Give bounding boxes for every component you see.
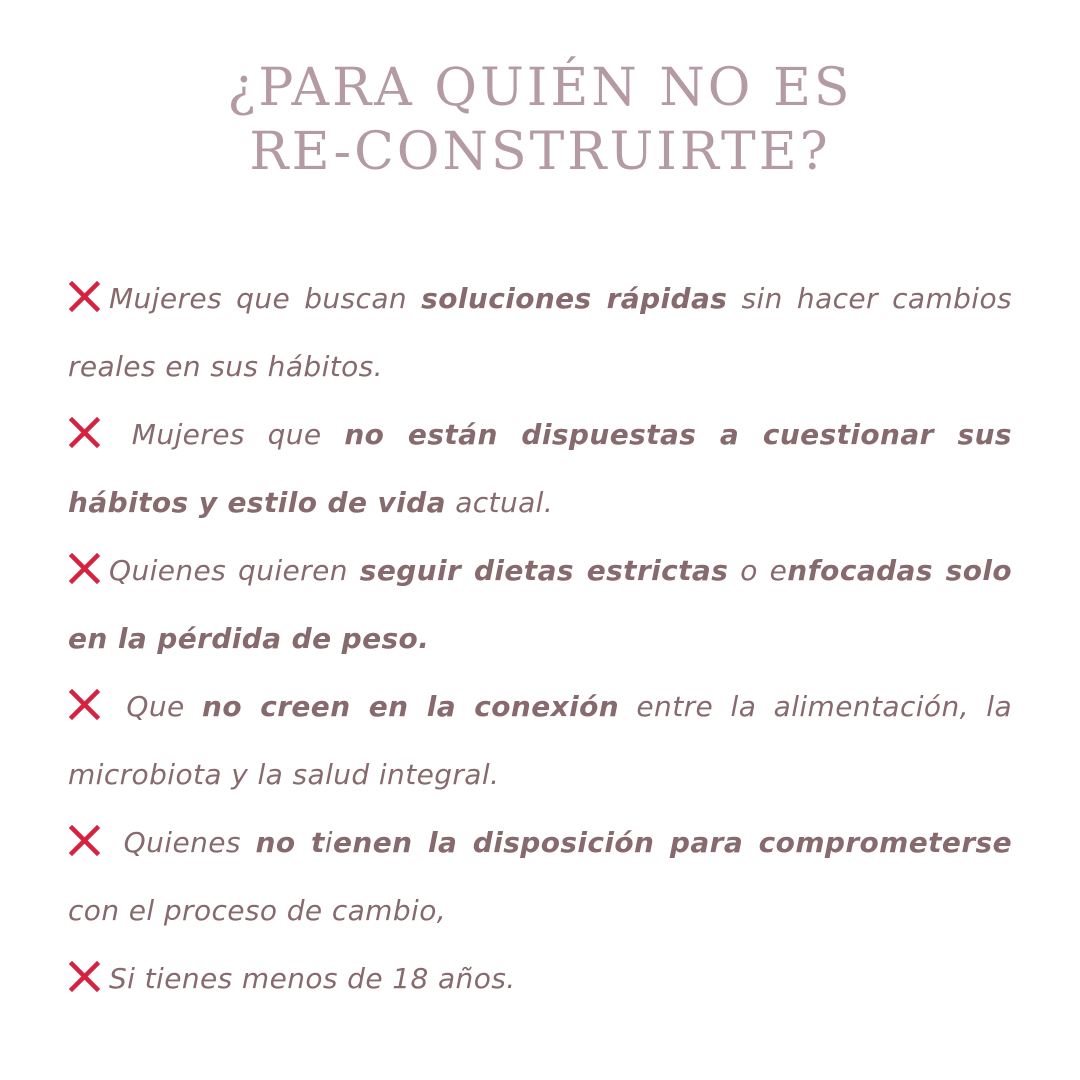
cross-mark-icon bbox=[68, 824, 101, 857]
list-item bbox=[68, 401, 1012, 537]
item-text: actual. bbox=[445, 486, 554, 519]
item-text: o e bbox=[728, 554, 788, 587]
page-title bbox=[0, 56, 1080, 184]
item-emphasis: no t bbox=[255, 826, 325, 859]
item-text: Quienes quieren bbox=[109, 554, 360, 587]
item-text: entre la alimentación, la microbiota y la salud integral. bbox=[68, 690, 1013, 791]
list-item bbox=[68, 945, 1012, 1013]
list-item bbox=[68, 265, 1012, 401]
title-line-1: ¿PARA QUIÉN NO ES bbox=[227, 58, 853, 118]
list-item bbox=[68, 537, 1012, 673]
item-text: Si tienes menos de 18 años. bbox=[109, 962, 516, 995]
item-emphasis: enen la disposición para comprometerse bbox=[332, 826, 1012, 859]
cross-mark-icon bbox=[68, 688, 101, 721]
item-text: con el proceso de cambio, bbox=[68, 894, 447, 927]
item-emphasis: seguir dietas estrictas bbox=[359, 554, 729, 587]
item-text: sin hacer cambios reales en sus hábitos. bbox=[68, 282, 1012, 383]
title-line-2: RE-CONSTRUIRTE? bbox=[249, 122, 831, 182]
item-emphasis: no están dispuestas a cuestionar sus hábitos y estilo de vida bbox=[68, 418, 1012, 519]
item-emphasis: no creen en la conexión bbox=[202, 690, 620, 723]
item-text: Quienes bbox=[109, 826, 256, 859]
item-emphasis: nfocadas solo en la pérdida de peso. bbox=[68, 554, 1012, 655]
cross-mark-icon bbox=[68, 416, 101, 449]
cross-mark-icon bbox=[68, 280, 101, 313]
cross-mark-icon bbox=[68, 960, 101, 993]
item-text: Que bbox=[109, 690, 202, 723]
item-text: i bbox=[324, 826, 333, 859]
cross-mark-icon bbox=[68, 552, 101, 585]
item-text: Mujeres que bbox=[109, 418, 345, 451]
list-item bbox=[68, 673, 1012, 809]
list-item bbox=[68, 809, 1012, 945]
item-emphasis: soluciones rápidas bbox=[421, 282, 728, 315]
item-text: Mujeres que buscan bbox=[109, 282, 422, 315]
exclusion-list bbox=[68, 265, 1012, 1013]
